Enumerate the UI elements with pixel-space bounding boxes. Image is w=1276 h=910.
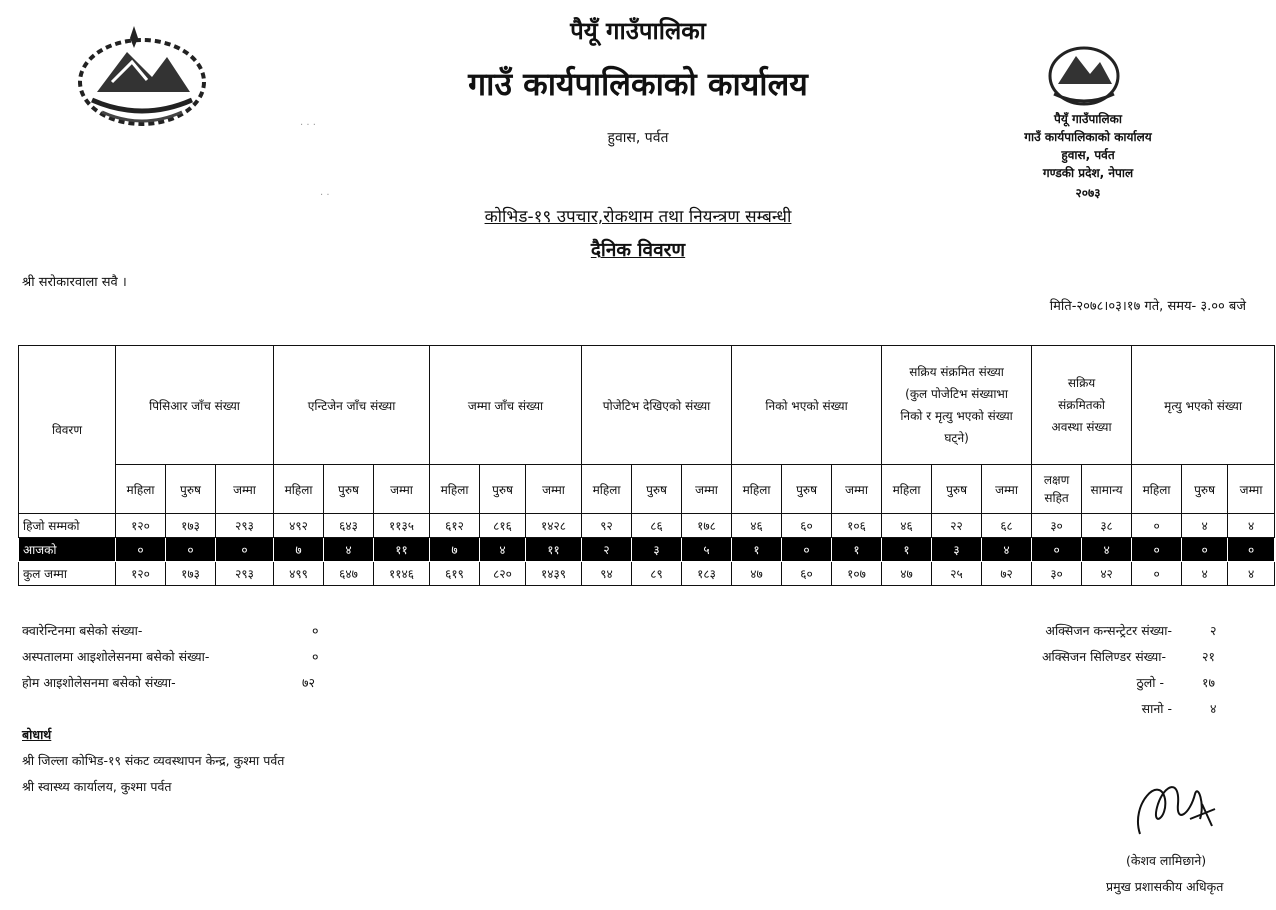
table-cell: ४: [1228, 562, 1275, 586]
office-address: हुवास, पर्वत: [607, 130, 669, 146]
recovered-header: निको भएको संख्या: [732, 346, 882, 465]
quarantine-label: क्वारेन्टिनमा बसेको संख्या-: [22, 623, 143, 638]
table-cell: ७२: [982, 562, 1032, 586]
table-cell: ४: [982, 538, 1032, 562]
date-time: मिति-२०७८।०३।१७ गते, समय- ३.०० बजे: [1049, 299, 1246, 314]
table-cell: ४६: [732, 514, 782, 538]
positive-female-header: महिला: [582, 465, 632, 514]
antigen-male-header: पुरुष: [324, 465, 374, 514]
positive-male-header: पुरुष: [632, 465, 682, 514]
table-cell: ४९९: [274, 562, 324, 586]
covid-stats-table: [18, 345, 1275, 586]
recovered-male-header: पुरुष: [782, 465, 832, 514]
table-row-total: [19, 562, 1275, 586]
deaths-total-header: जम्मा: [1228, 465, 1275, 514]
table-cell: ६४७: [324, 562, 374, 586]
salutation: श्री सरोकारवाला सवै ।: [22, 275, 127, 290]
table-cell: १४२८: [526, 514, 582, 538]
table-cell: १७३: [166, 514, 216, 538]
active-header-l1: सक्रिय संक्रमित संख्या: [909, 365, 1004, 379]
symptomatic-l1: लक्षण: [1043, 473, 1070, 487]
table-cell: २५: [932, 562, 982, 586]
table-cell: ११३५: [374, 514, 430, 538]
tests-female-header: महिला: [430, 465, 480, 514]
table-cell: ६१९: [430, 562, 480, 586]
municipality-name: पैयूँ गाउँपालिका: [570, 17, 706, 45]
quarantine-value: ०: [312, 623, 319, 638]
table-cell: १७३: [166, 562, 216, 586]
table-cell: १: [732, 538, 782, 562]
home-isolation-value: ७२: [302, 675, 316, 690]
condition-header-l3: अवस्था संख्या: [1051, 420, 1112, 434]
table-cell: १२०: [116, 514, 166, 538]
table-cell: ११: [526, 538, 582, 562]
table-cell: २: [582, 538, 632, 562]
table-cell: ०: [1228, 538, 1275, 562]
table-cell: ५: [682, 538, 732, 562]
table-cell: ११: [374, 538, 430, 562]
small-cylinder-label: सानो -: [1141, 701, 1172, 716]
concentrator-label: अक्सिजन कन्सन्ट्रेटर संख्या-: [1045, 623, 1172, 638]
deaths-header: मृत्यु भएको संख्या: [1132, 346, 1275, 465]
cylinder-label: अक्सिजन सिलिण्डर संख्या-: [1041, 649, 1166, 664]
pcr-female-header: महिला: [116, 465, 166, 514]
active-header-l2: (कुल पोजेटिभ संख्याभा: [905, 387, 1008, 401]
table-cell: ४: [324, 538, 374, 562]
detail-header: विवरण: [19, 346, 116, 514]
small-cylinder-value: ४: [1210, 701, 1217, 716]
scan-noise: · · ·: [300, 120, 316, 131]
cc-line-2: श्री स्वास्थ्य कार्यालय, कुश्मा पर्वत: [22, 779, 172, 794]
table-cell: ४७: [732, 562, 782, 586]
deaths-female-header: महिला: [1132, 465, 1182, 514]
symptomatic-l2: सहित: [1044, 491, 1069, 505]
signatory-name: (केशव लामिछाने): [1126, 853, 1207, 868]
table-cell: ८६: [632, 514, 682, 538]
hospital-isolation-value: ०: [312, 649, 319, 664]
table-cell: ११४६: [374, 562, 430, 586]
large-cylinder-label: ठुलो -: [1136, 675, 1164, 690]
table-cell: ०: [782, 538, 832, 562]
signature-icon: [1120, 764, 1230, 854]
table-cell: ३०: [1032, 562, 1082, 586]
active-header-l4: घट्ने): [944, 431, 969, 445]
subject-line-2: दैनिक विवरण: [590, 239, 686, 261]
scan-noise: · ·: [320, 190, 330, 201]
pcr-header: पिसिआर जाँच संख्या: [116, 346, 274, 465]
table-cell: १०६: [832, 514, 882, 538]
table-cell: १७८: [682, 514, 732, 538]
table-cell: ०: [1132, 538, 1182, 562]
table-cell: ४: [1082, 538, 1132, 562]
row-label: कुल जम्मा: [19, 562, 116, 586]
antigen-header: एन्टिजेन जाँच संख्या: [274, 346, 430, 465]
tests-total-header: जम्मा: [526, 465, 582, 514]
symptomatic-header: [1032, 465, 1082, 514]
concentrator-value: २: [1210, 623, 1217, 638]
active-header: [882, 346, 1032, 465]
pcr-male-header: पुरुष: [166, 465, 216, 514]
cylinder-value: २१: [1202, 649, 1216, 664]
office-seal: [1004, 38, 1172, 228]
table-cell: ६४३: [324, 514, 374, 538]
table-cell: १: [832, 538, 882, 562]
antigen-total-header: जम्मा: [374, 465, 430, 514]
condition-header-l2: संक्रमितको: [1058, 398, 1105, 412]
seal-line2: गाउँ कार्यपालिकाको कार्यालय: [1024, 130, 1152, 144]
normal-header: सामान्य: [1082, 465, 1132, 514]
table-cell: ६८: [982, 514, 1032, 538]
total-tests-header: जम्मा जाँच संख्या: [430, 346, 582, 465]
table-cell: ४: [1228, 514, 1275, 538]
home-isolation-label: होम आइशोलेसनमा बसेको संख्या-: [22, 675, 176, 690]
table-cell: १४३९: [526, 562, 582, 586]
table-cell: ४: [480, 538, 526, 562]
table-cell: ०: [116, 538, 166, 562]
cc-line-1: श्री जिल्ला कोभिड-१९ संकट व्यवस्थापन केन्द्र, कुश्मा पर्वत: [22, 753, 285, 768]
recovered-female-header: महिला: [732, 465, 782, 514]
active-male-header: पुरुष: [932, 465, 982, 514]
deaths-male-header: पुरुष: [1182, 465, 1228, 514]
table-cell: १०७: [832, 562, 882, 586]
positive-total-header: जम्मा: [682, 465, 732, 514]
table-cell: २२: [932, 514, 982, 538]
seal-line1: पैयूँ गाउँपालिका: [1054, 112, 1122, 126]
active-header-l3: निको र मृत्यु भएको संख्या: [900, 409, 1013, 423]
table-cell: ०: [1132, 514, 1182, 538]
table-cell: ३०: [1032, 514, 1082, 538]
pcr-total-header: जम्मा: [216, 465, 274, 514]
row-label: आजको: [19, 538, 116, 562]
table-cell: ६१२: [430, 514, 480, 538]
hospital-isolation-label: अस्पतालमा आइशोलेसनमा बसेको संख्या-: [22, 649, 210, 664]
cc-heading: बोधार्थ: [22, 727, 52, 742]
table-cell: ०: [1182, 538, 1228, 562]
table-cell: ०: [1032, 538, 1082, 562]
table-cell: ४: [1182, 562, 1228, 586]
signatory-title: प्रमुख प्रशासकीय अधिकृत: [1106, 879, 1224, 894]
table-cell: ४: [1182, 514, 1228, 538]
table-cell: ३८: [1082, 514, 1132, 538]
table-cell: २९३: [216, 514, 274, 538]
table-cell: २९३: [216, 562, 274, 586]
row-label: हिजो सम्मको: [19, 514, 116, 538]
antigen-female-header: महिला: [274, 465, 324, 514]
table-cell: ८९: [632, 562, 682, 586]
table-row-yesterday: [19, 514, 1275, 538]
table-cell: ९२: [582, 514, 632, 538]
seal-line3: हुवास, पर्वत: [1061, 148, 1115, 162]
table-cell: ४७: [882, 562, 932, 586]
table-cell: ९४: [582, 562, 632, 586]
seal-line5: २०७३: [1075, 186, 1101, 200]
subject-line-1: कोभिड-१९ उपचार,रोकथाम तथा नियन्त्रण सम्बन्धी: [484, 207, 792, 227]
table-cell: ७: [430, 538, 480, 562]
table-cell: ०: [216, 538, 274, 562]
table-cell: १२०: [116, 562, 166, 586]
table-cell: १: [882, 538, 932, 562]
table-cell: ८२०: [480, 562, 526, 586]
table-cell: ८१६: [480, 514, 526, 538]
table-cell: ६०: [782, 514, 832, 538]
tests-male-header: पुरुष: [480, 465, 526, 514]
table-cell: ६०: [782, 562, 832, 586]
table-cell: ३: [632, 538, 682, 562]
table-cell: १८३: [682, 562, 732, 586]
stats-body: [19, 514, 1275, 586]
table-row-today: [19, 538, 1275, 562]
recovered-total-header: जम्मा: [832, 465, 882, 514]
office-title: गाउँ कार्यपालिकाको कार्यालय: [468, 65, 808, 103]
table-cell: ०: [166, 538, 216, 562]
table-cell: ४२: [1082, 562, 1132, 586]
positive-header: पोजेटिभ देखिएको संख्या: [582, 346, 732, 465]
large-cylinder-value: १७: [1202, 675, 1216, 690]
table-cell: ०: [1132, 562, 1182, 586]
condition-header-l1: सक्रिय: [1067, 376, 1096, 390]
active-female-header: महिला: [882, 465, 932, 514]
table-cell: ३: [932, 538, 982, 562]
seal-line4: गण्डकी प्रदेश, नेपाल: [1042, 166, 1134, 180]
table-cell: ७: [274, 538, 324, 562]
active-total-header: जम्मा: [982, 465, 1032, 514]
condition-header: [1032, 346, 1132, 465]
table-cell: ४९२: [274, 514, 324, 538]
seal-emblem-icon: [1044, 38, 1124, 108]
table-cell: ४६: [882, 514, 932, 538]
